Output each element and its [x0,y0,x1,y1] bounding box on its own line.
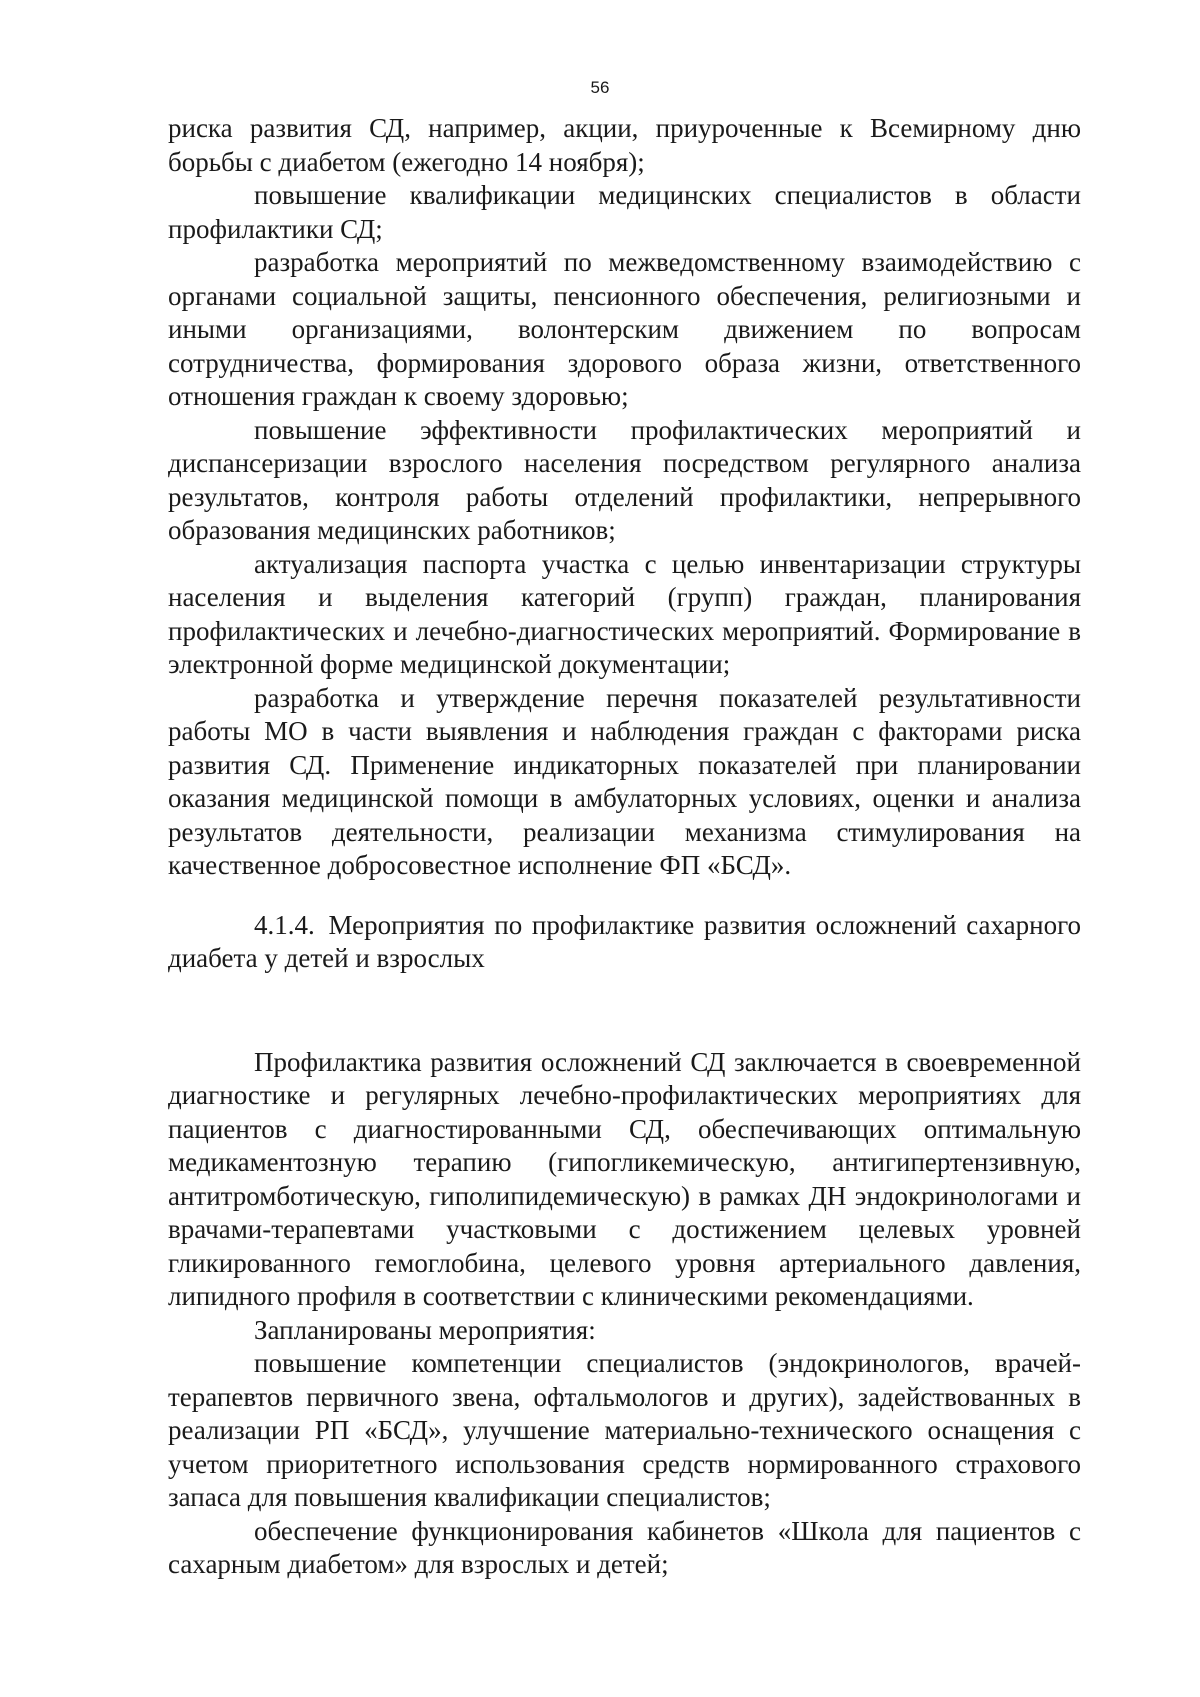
body-paragraph: Профилактика развития осложнений СД заключается в своевременной диагностике и регулярных лечебно-профилактических мероприятиях для пациентов с диагностированными СД, обеспечивающих оптимальную медикаментозную терапию (гипогликемическую, антигипертензивную, антитромботическую, гиполипидемическую) в рамках ДН эндокринологами и врачами-терапевтами участковыми с достижением целевых уровней гликированного гемоглобина, целевого уровня артериального давления, липидного профиля в соответствии с клиническими рекомендациями. [168,1046,1081,1311]
section-number: 4.1.4. [254,909,315,940]
section-heading [168,909,1081,976]
list-item-paragraph: повышение квалификации медицинских специалистов в области профилактики СД; [168,180,1081,244]
list-item-paragraph: разработка мероприятий по межведомственному взаимодействию с органами социальной защиты, пенсионного обеспечения, религиозными и иными организациями, волонтерским движением по вопросам сотрудничества, формирования здорового образа жизни, ответственного отношения граждан к своему здоровью; [168,247,1081,411]
paragraph-continuation: риска развития СД, например, акции, приуроченные к Всемирному дню борьбы с диабетом (ежегодно 14 ноября); [168,113,1081,177]
section-title: Мероприятия по профилактике развития осложнений сахарного диабета у детей и взрослых [168,909,1081,973]
page-number: 56 [590,78,610,97]
document-body [168,112,1081,1582]
list-item-paragraph: обеспечение функционирования кабинетов «Школа для пациентов с сахарным диабетом» для взрослых и детей; [168,1515,1081,1579]
list-item-paragraph: разработка и утверждение перечня показателей результативности работы МО в части выявления и наблюдения граждан с факторами риска развития СД. Применение индикаторных показателей при планировании оказания медицинской помощи в амбулаторных условиях, оценки и анализа результатов деятельности, реализации механизма стимулирования на качественное добросовестное исполнение ФП «БСД». [168,682,1081,880]
body-paragraph: Запланированы мероприятия: [254,1314,596,1345]
list-item-paragraph: актуализация паспорта участка с целью инвентаризации структуры населения и выделения категорий (групп) граждан, планирования профилактических и лечебно-диагностических мероприятий. Формирование в электронной форме медицинской документации; [168,548,1081,679]
list-item-paragraph: повышение эффективности профилактических мероприятий и диспансеризации взрослого населения посредством регулярного анализа результатов, контроля работы отделений профилактики, непрерывного образования медицинских работников; [168,414,1081,545]
list-item-paragraph: повышение компетенции специалистов (эндокринологов, врачей-терапевтов первичного звена, офтальмологов и других), задействованных в реализации РП «БСД», улучшение материально-технического оснащения с учетом приоритетного использования средств нормированного страхового запаса для повышения квалификации специалистов; [168,1348,1081,1512]
